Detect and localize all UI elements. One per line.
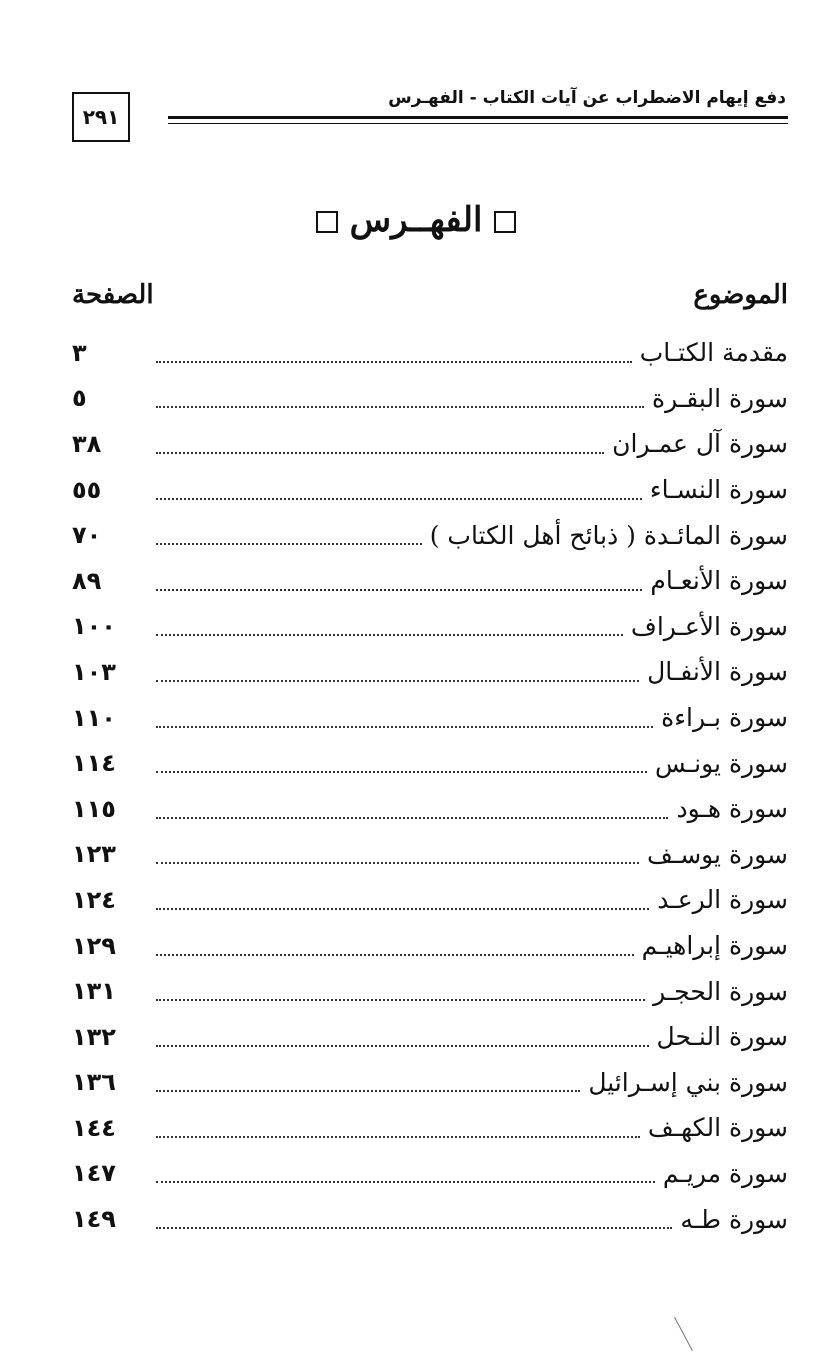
toc-entry <box>72 923 788 969</box>
toc-entry-page: ٥٥ <box>72 475 102 504</box>
index-title-text: الفهــرس <box>349 200 483 240</box>
toc-entry-title: مقدمة الكتـاب <box>639 338 788 368</box>
toc-entry <box>72 467 788 513</box>
dot-leader <box>156 1227 672 1229</box>
toc-entry-page: ١٣٢ <box>72 1022 116 1051</box>
toc-entry <box>72 604 788 650</box>
toc-entry-title: سورة البقـرة <box>652 383 788 413</box>
toc-entry <box>72 740 788 786</box>
square-ornament-icon <box>316 211 338 233</box>
toc-entry-page: ٥ <box>72 384 87 413</box>
toc-entry <box>72 376 788 422</box>
toc-entry-title: سورة الحجـر <box>653 976 788 1006</box>
toc-entry <box>72 1014 788 1060</box>
index-heading <box>0 200 832 240</box>
toc-entry-title: سورة الأنعـام <box>650 566 788 596</box>
toc-entry-page: ٣٨ <box>72 429 102 458</box>
toc-entry <box>72 832 788 878</box>
stray-pen-mark <box>674 1317 693 1351</box>
running-header-title: دفع إيهام الاضطراب عن آيات الكتاب - الفهـرس <box>388 88 786 108</box>
dot-leader <box>156 1090 580 1092</box>
square-ornament-icon <box>494 211 516 233</box>
toc-entry-page: ١٠٠ <box>72 612 116 641</box>
toc-entry-page: ١٤٩ <box>72 1205 116 1234</box>
toc-entry <box>72 1196 788 1242</box>
toc-entry-title: سورة يونـس <box>654 748 788 778</box>
toc-entry-title: سورة بـراءة <box>661 703 788 733</box>
dot-leader <box>156 908 649 910</box>
toc-entry-title: سورة النسـاء <box>649 475 788 505</box>
toc-entry <box>72 695 788 741</box>
toc-entry-page: ١٣٦ <box>72 1068 116 1097</box>
toc-entry-title: سورة مريـم <box>662 1158 788 1188</box>
toc-entry <box>72 968 788 1014</box>
toc-entry-page: ٨٩ <box>72 566 102 595</box>
subject-column-header: الموضوع <box>693 280 788 310</box>
dot-leader <box>156 954 634 956</box>
page-number: ٢٩١ <box>72 92 130 142</box>
toc-entry-page: ١٢٩ <box>72 931 116 960</box>
toc-entry-title: سورة يوسـف <box>646 839 788 869</box>
toc-entry-title: سورة الأنفـال <box>647 657 788 687</box>
dot-leader <box>156 680 639 682</box>
toc-entry-title: سورة الرعـد <box>657 885 788 915</box>
dot-leader <box>156 862 639 864</box>
toc-entry-page: ١٣١ <box>72 977 116 1006</box>
toc-entry-title: سورة الكهـف <box>647 1113 788 1143</box>
toc-entry <box>72 512 788 558</box>
toc-entry-page: ١١٥ <box>72 794 116 823</box>
toc-entry-title: سورة آل عمـران <box>612 429 788 459</box>
toc-entry <box>72 1105 788 1151</box>
table-of-contents <box>72 330 788 1242</box>
dot-leader <box>156 361 632 363</box>
toc-entry-title: سورة طـه <box>680 1204 788 1234</box>
toc-entry <box>72 1151 788 1197</box>
dot-leader <box>156 634 623 636</box>
toc-entry-page: ١٢٤ <box>72 885 116 914</box>
dot-leader <box>156 452 604 454</box>
toc-entry-title: سورة هـود <box>676 794 788 824</box>
dot-leader <box>156 543 422 545</box>
toc-entry-title: سورة المائـدة ( ذبائح أهل الكتاب ) <box>429 520 788 550</box>
toc-entry-page: ١٤٤ <box>72 1113 116 1142</box>
toc-entry-title: سورة إبراهيـم <box>641 931 788 961</box>
dot-leader <box>156 817 668 819</box>
dot-leader <box>156 726 653 728</box>
toc-entry-page: ٧٠ <box>72 521 102 550</box>
toc-entry <box>72 421 788 467</box>
toc-entry <box>72 1060 788 1106</box>
toc-entry <box>72 330 788 376</box>
dot-leader <box>156 589 642 591</box>
toc-entry <box>72 558 788 604</box>
toc-entry-page: ١٠٣ <box>72 657 116 686</box>
toc-entry-page: ١٤٧ <box>72 1159 116 1188</box>
toc-entry-page: ١١٠ <box>72 703 116 732</box>
toc-entry <box>72 786 788 832</box>
header-rule-thick <box>168 116 788 119</box>
dot-leader <box>156 1181 655 1183</box>
toc-entry-page: ١٢٣ <box>72 840 116 869</box>
dot-leader <box>156 1045 649 1047</box>
toc-entry-title: سورة الأعـراف <box>630 611 788 641</box>
dot-leader <box>156 999 645 1001</box>
header-rule-thin <box>168 123 788 124</box>
toc-entry-title: سورة النـحل <box>656 1022 788 1052</box>
dot-leader <box>156 1136 640 1138</box>
toc-entry <box>72 877 788 923</box>
toc-entry-page: ٣ <box>72 338 87 367</box>
toc-entry-title: سورة بني إسـرائيل <box>588 1067 788 1097</box>
dot-leader <box>156 498 642 500</box>
page-column-header: الصفحة <box>72 280 154 310</box>
toc-entry-page: ١١٤ <box>72 749 116 778</box>
dot-leader <box>156 771 647 773</box>
dot-leader <box>156 406 644 408</box>
toc-entry <box>72 649 788 695</box>
